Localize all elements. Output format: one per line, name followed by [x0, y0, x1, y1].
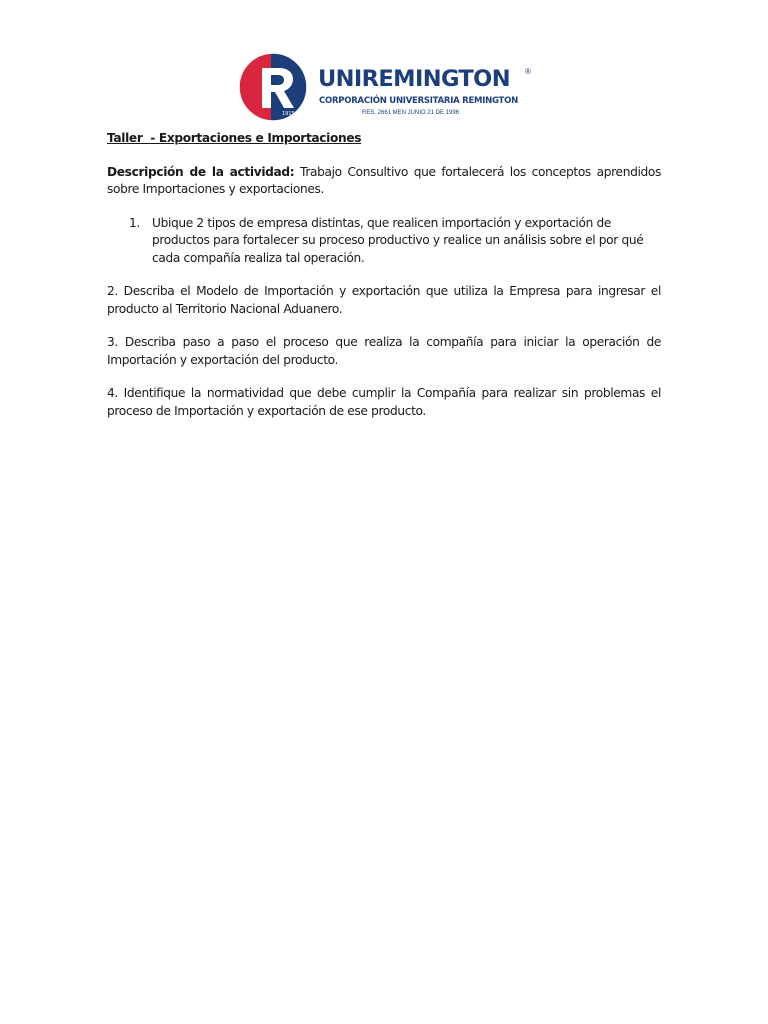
logo-subtitle: CORPORACIÓN UNIVERSITARIA REMINGTON: [319, 96, 518, 106]
task-paragraph-4: 4. Identifique la normatividad que debe cumplir la Compañía para realizar sin problemas el proceso de Importación y exportación de ese producto.: [107, 386, 661, 418]
logo-registered-mark: ®: [525, 67, 531, 76]
list-item-number: 1.: [129, 215, 140, 230]
logo-name: UNIREMINGTON: [318, 66, 510, 92]
uniremington-seal-icon: [238, 52, 308, 122]
document-title: Taller - Exportaciones e Importaciones: [107, 131, 362, 145]
description-label: Descripción de la actividad:: [107, 164, 295, 179]
uniremington-logo: [238, 52, 538, 124]
task-paragraph-2: 2. Describa el Modelo de Importación y exportación que utiliza la Empresa para ingresar el producto al Territorio Nacional Aduanero.: [107, 284, 661, 316]
document-body: [107, 130, 661, 436]
list-item-text: Ubique 2 tipos de empresa distintas, que realicen importación y exportación de productos para fortalecer su proceso productivo y realice un análisis sobre el por qué cada compañía realiza tal operación.: [152, 215, 644, 265]
list-item: [107, 215, 661, 268]
logo-year: 1915: [282, 111, 295, 117]
task-list: [107, 215, 661, 268]
task-paragraph-3: 3. Describa paso a paso el proceso que realiza la compañía para iniciar la operación de Importación y exportación del producto.: [107, 335, 661, 367]
activity-description: [107, 164, 661, 199]
description-text: Trabajo Consultivo que fortalecerá los conceptos aprendidos sobre Importaciones y exportaciones.: [107, 164, 661, 196]
logo-resolution: RES. 2661 MEN JUNIO 21 DE 1996: [362, 110, 460, 116]
